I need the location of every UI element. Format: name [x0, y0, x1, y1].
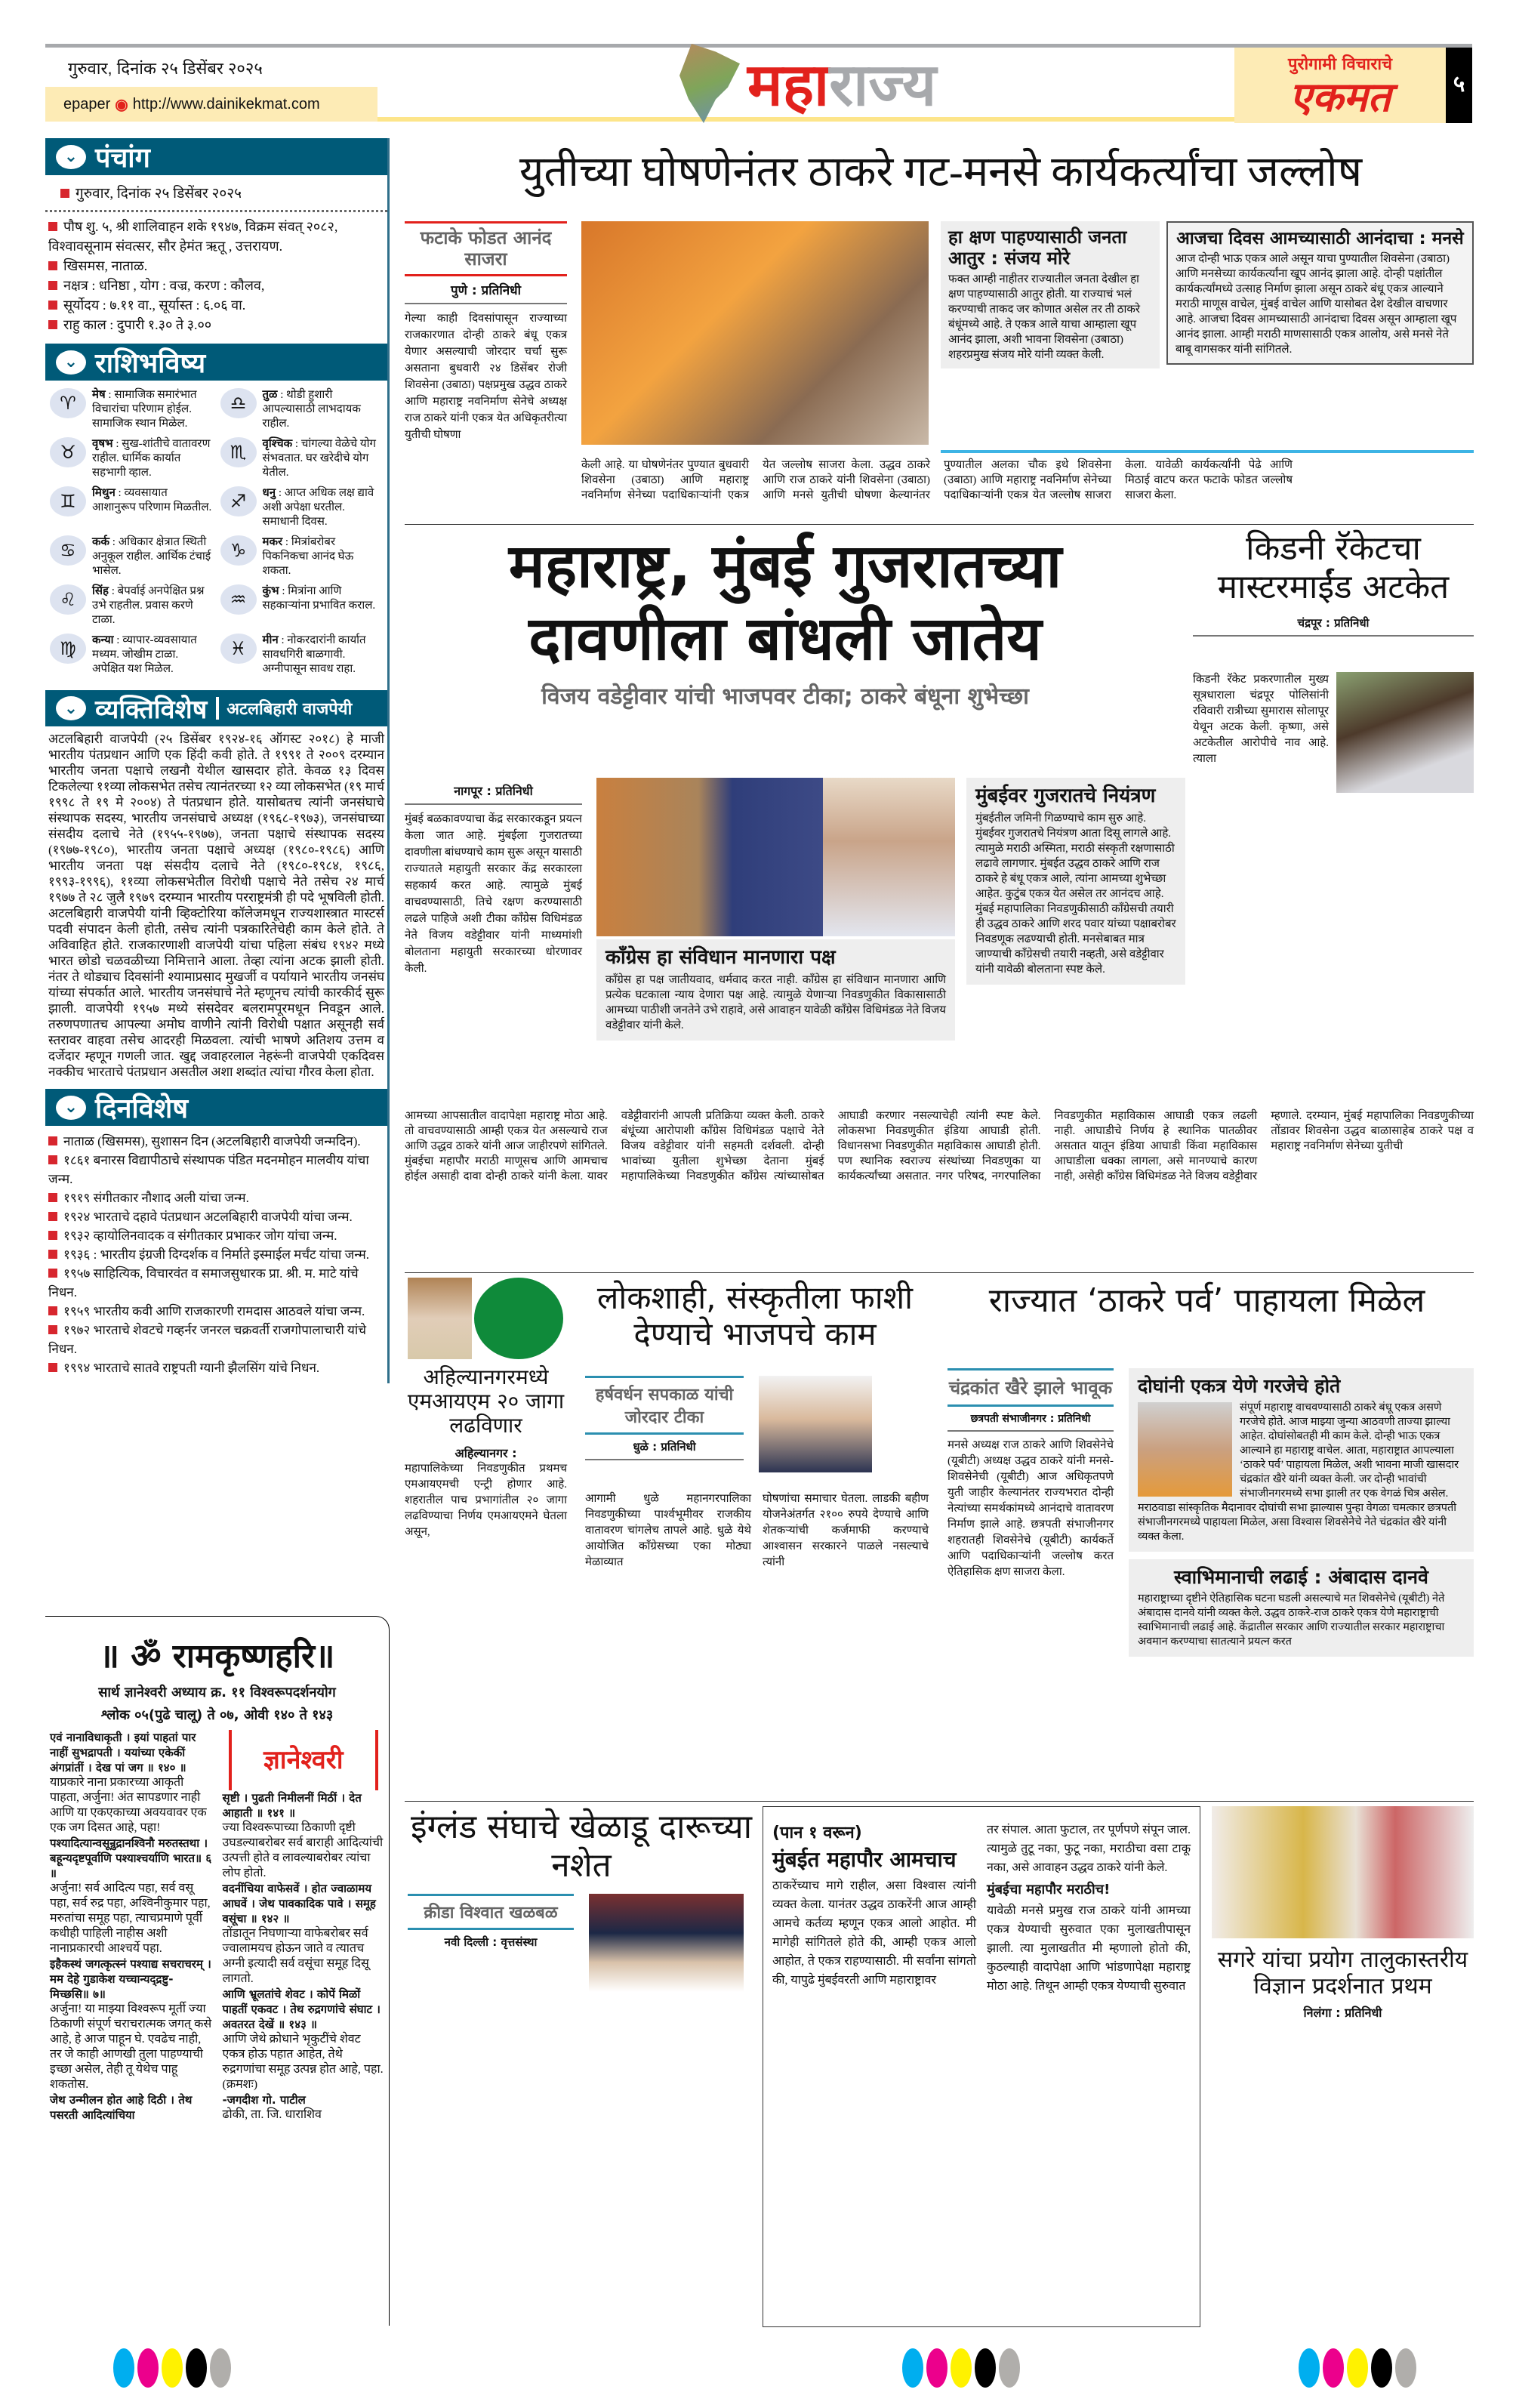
story4-headline: अहिल्यानगरमध्ये एमआयएम २० जागा लढविणार: [407, 1364, 565, 1438]
registration-dot: [137, 2348, 159, 2388]
rashi-name: कन्या: [92, 634, 114, 646]
rashi-text: अधिकार क्षेत्रात स्थिती अनुकूल राहील. आर्थिक टंचाई भासेल.: [92, 536, 211, 577]
registration-marks-right: [1299, 2348, 1419, 2391]
bullet-icon: [48, 1269, 57, 1278]
story1-box-sanjay-more: हा क्षण पाहण्यासाठी जनता आतुर : संजय मोरे फक्त आम्ही नाहीतर राज्यातील जनता देखील हा क्षण पाहण्यासाठी आतुर होती. या राज्याचं भलं करण्याची ताकद जर कोणात असेल तर ती ठाकरे बंधूंमध्ये आहे. ते एकत्र आले याचा आम्हाला खूप आनंद झाला, अशी भावना शिवसेना (उबाठा) शहरप्रमुख संजय मोरे यांनी व्यक्त केली.: [941, 221, 1160, 368]
verse-text: वदनींचिया वाफेसवें । होत ज्वाळामय आघवें । जेथ पावकादिक पावे । समूह वसूंचा ॥ १४२ ॥: [222, 1882, 376, 1925]
zodiac-icon: ♌: [50, 584, 86, 615]
maharashtra-map-icon: [679, 44, 740, 123]
dnyaneshwari-box: [45, 1616, 390, 2326]
story6-body: मनसे अध्यक्ष राज ठाकरे आणि शिवसेनेचे (यूबीटी) अध्यक्ष उद्धव ठाकरे यांनी मनसे-शिवसेनेची (यूबीटी) आज अधिकृतपणे युती जाहीर केल्यानंतर राज्यभरात दोन्ही नेत्यांच्या समर्थकांमध्ये आनंदाचे वातावरण निर्माण झाले आहे. छत्रपती संभाजीनगर शहरातही शिवसेनेचे (यूबीटी) कार्यकर्ते आणि पदाधिकाऱ्यांनी जल्लोष करत ऐतिहासिक क्षण साजरा केला.: [948, 1439, 1114, 1578]
verse-text: पश्यादित्यान्वसून्रुद्रानश्विनौ मरुतस्तथा । बहून्यदृष्टपूर्वाणि पश्याश्चर्याणि भारत॥ ६ ॥: [50, 1836, 212, 1880]
verse-meaning: ज्या विश्वरूपाच्या ठिकाणी दृष्टी उघडल्याबरोबर सर्व बाराही आदित्यांची उत्पत्ती होते व लावल्याबरोबर त्यांचा लोप होतो.: [222, 1821, 384, 1879]
story9-dateline: निलंगा : प्रतिनिधी: [1303, 2006, 1382, 2020]
dinvishesh-header: ⌄ दिनविशेष: [45, 1089, 387, 1126]
rashi-name: मीन: [262, 634, 279, 646]
registration-dot: [1395, 2348, 1416, 2388]
list-item: १९५७ साहित्यिक, विचारवंत व समाजसुधारक प्रा. श्री. म. माटे यांचे निधन.: [48, 1266, 359, 1300]
vyakti-body: अटलबिहारी वाजपेयी (२५ डिसेंबर १९२४-१६ ऑगस्ट २०१८) हे माजी भारतीय पंतप्रधान आणि एक हिंदी कवी होते. ते १९९१ ते २००९ दरम्यान भारतीय जनता पक्षाचे लखनौ येथील खासदार होते. केवळ १३ दिवस टिकलेल्या ११व्या लोकसभेत तसेच त्यानंतरच्या १२ व्या लोकसभेत (१९ मार्च १९९८ ते १९ मे २००४) ते पंतप्रधान होते. यासोबतच त्यांनी जनसंघाचे संस्थापक सदस्य, भारतीय जनसंघाचे अध्यक्ष (१९६८-१९७३), जनसंघाच्या संसदीय दलाचे नेते (१९५५-१९७७), जनता पक्षाचे संस्थापक सदस्य (१९७७-१९८०), भारतीय जनता पक्षाचे अध्यक्ष (१९८०-१९८६) आणि भारतीय जनता पक्ष संसदीय दलाचे नेते (१९८०-१९८४, १९८६, १९९३-१९९६), ११व्या लोकसभेतील विरोधी पक्षाचे नेते तसेच २४ मार्च १९७७ ते २८ जुलै १९७९ दरम्यान भारतीय परराष्ट्रमंत्री ही पदे भूषविली होती. अटलबिहारी वाजपेयी यांनी व्हिक्टोरिया कॉलेजमधून राज्यशास्त्रात मास्टर्स पदवी संपादन केली होती, तसेच त्यांनी पत्रकारितेचेही काम केले होते. ते अविवाहित होते. राजकारणाशी वाजपेयी यांचा पहिला संबंध १९४२ मध्ये भारत छोडो चळवळीच्या निमित्ताने आला. तेव्हा त्यांना अटक झाली होती. नंतर ते थोड्याच दिवसांनी श्यामाप्रसाद मुखर्जी व पर्यायाने भारतीय जनसंघ यांच्या संपर्कात आले. भारतीय जनसंघाचे नेते म्हणूनच त्यांची कारकीर्द सुरू झाली. वाजपेयी १९५७ मध्ये संसदेवर बलरामपूरमधून निवडून आले. तरुणपणातच आपल्या अमोघ वाणीने त्यांनी विरोधी पक्षात असूनही सर्व स्तरावर वाहवा तसेच आदरही मिळवला. त्यांची भाषणे अतिशय उत्तम व दर्जेदार म्हणून गणली जात. खुद्द जवाहरलाल नेहरूंनी वाजपेयी एकदिवस नक्कीच भारताचे पंतप्रधान असतील अशा शब्दांत त्यांचा गौरव केला होता.: [48, 732, 384, 1079]
bullet-icon: [48, 261, 57, 270]
rashi-grid: [45, 381, 387, 690]
rashi-name: वृश्चिक: [262, 438, 293, 450]
list-item: सूर्योदय : ७.११ वा., सूर्यास्त : ६.०६ वा.: [48, 295, 384, 315]
rashi-name: तुळ: [262, 389, 278, 401]
registration-dot: [1347, 2348, 1368, 2388]
zodiac-icon: ♋: [50, 535, 86, 566]
rashi-text: आप्त अधिक लक्ष द्यावे अशी अपेक्षा धरतील. समाधानी दिवस.: [262, 487, 374, 528]
aimim-logo: [474, 1278, 563, 1359]
chevron-down-icon: ⌄: [56, 350, 86, 375]
list-item: १९१९ संगीतकार नौशाद अली यांचा जन्म.: [48, 1189, 384, 1207]
rashi-name: मकर: [262, 536, 283, 548]
bullet-icon: [48, 1363, 57, 1372]
bullet-icon: [48, 1250, 57, 1259]
story2-photo-thackeray-brothers: [596, 778, 823, 936]
dnyaneshwari-chapter: सार्थ ज्ञानेश्वरी अध्याय क्र. ११ विश्वरूपदर्शनयोग: [98, 1685, 336, 1700]
story9: [1212, 1806, 1474, 2021]
panchang-header: ⌄ पंचांग: [45, 138, 387, 175]
rashi-text: थोडी हुशारी आपल्यासाठी लाभदायक राहील.: [262, 389, 361, 430]
story4-dateline: अहिल्यानगर :: [454, 1445, 517, 1460]
dnyaneshwari-title: ॥ ॐ रामकृष्णहरि॥: [99, 1637, 335, 1676]
chevron-down-icon: ⌄: [56, 696, 86, 720]
page-number: ५: [1446, 48, 1472, 123]
panchang-lines: [45, 212, 387, 344]
panchang-date: गुरुवार, दिनांक २५ डिसेंबर २०२५: [45, 175, 387, 212]
bullet-icon: [48, 1155, 57, 1164]
story9-photo-science-exhibition: [1212, 1806, 1474, 1938]
story9-headline: सगरे यांचा प्रयोग तालुकास्तरीय विज्ञान प्रदर्शनात प्रथम: [1217, 1947, 1468, 1999]
registration-marks-center: [902, 2348, 1023, 2391]
registration-dot: [951, 2348, 972, 2388]
chevron-down-icon: ⌄: [56, 1096, 86, 1120]
story1-body-part1: गेल्या काही दिवसांपासून राज्याच्या राजकारणात दोन्ही ठाकरे बंधू एकत्र येणार असल्याची जोरदार चर्चा सुरू असताना बुधवारी २४ डिसेंबर रोजी शिवसेना (उबाठा) पक्षप्रमुख उद्धव ठाकरे आणि महाराष्ट्र नवनिर्माण सेनेचे अध्यक्ष राज ठाकरे यांनी एकत्र येत अधिकृतरीत्या युतीची घोषणा: [405, 313, 567, 442]
story2-body-part2: आमच्या आपसातील वादापेक्षा महाराष्ट्र मोठा आहे. तो वाचवण्यासाठी आम्ही एकत्र येत असल्याचे राज आणि उद्धव ठाकरे यांनी आज जाहीरपणे सांगितले. मुंबईचा महापौर मराठी माणूसच आणि आमचाच होईल असाही दावा दोन्ही ठाकरे यांनी केला. यावर वडेट्टीवारांनी आपली प्रतिक्रिया व्यक्त केली. ठाकरे बंधूंच्या आरोपाशी काँग्रेस विधिमंडळ पक्षाचे नेते विजय वडेट्टीवार यांनी सहमती दर्शवली. दोन्ही भावांच्या युतीला शुभेच्छा देताना मुंबई महापालिकेच्या निवडणुकीत काँग्रेस त्यांच्यासोबत आघाडी करणार नसल्याचेही त्यांनी स्पष्ट केले. लोकसभा निवडणुकीत इंडिया आघाडी होती. विधानसभा निवडणुकीत महाविकास आघाडी होती. पण स्थानिक स्वराज्य संस्थांच्या निवडणुका या कार्यकर्त्यांच्या असतात. नगर परिषद, नगरपालिका निवडणुकीत महाविकास आघाडी एकत्र लढली नाही. आघाडीचे निर्णय हे स्थानिक पातळीवर असतात यातून इंडिया आघाडी किंवा महाविकास आघाडीला धक्का लागला, असे मानण्याचे कारण नाही, असेही काँग्रेस विधिमंडळ नेते विजय वडेट्टीवार म्हणाले. दरम्यान, मुंबई महापालिका निवडणुकीच्या तोंडावर शिवसेना उद्धव बाळासाहेब ठाकरे पक्ष व महाराष्ट्र नवनिर्माण सेनेच्या युतीची: [405, 1110, 1474, 1182]
story1-headline: युतीच्या घोषणेनंतर ठाकरे गट-मनसे कार्यकर्त्यांचा जल्लोष: [519, 149, 1363, 196]
story8-subhead: मुंबईचा महापौर मराठीच!: [987, 1882, 1111, 1898]
rashi-item: ♊ मिथुन : व्यवसायात आशानुरूप परिणाम मिळतील.: [50, 486, 213, 529]
verse-text: जेथ उन्मीलन होत आहे दिठी । तेथ पसरती आदित्यांचिया: [50, 2093, 193, 2122]
verse-meaning: (क्रमशः): [222, 2078, 258, 2091]
verse-meaning: अर्जुना! या माझ्या विश्वरूप मूर्ती ज्या ठिकाणी संपूर्ण चराचरात्मक जगत् कसे आहे, हे आज पाहून घे. एवढेच नाही, तर जे काही आणखी तुला पाहण्याची इच्छा असेल, तेही तू येथेच पाहू शकतोस.: [50, 2003, 212, 2091]
story6-headline: राज्यात ‘ठाकरे पर्व’ पाहायला मिळेल: [988, 1281, 1425, 1320]
left-column: [45, 138, 390, 1383]
rashi-item: ♉ वृषभ : सुख-शांतीचे वातावरण राहील. धार्मिक कार्यात सहभागी व्हाल.: [50, 437, 213, 480]
story4-photo-owaisi: [408, 1278, 472, 1359]
registration-dot: [975, 2348, 996, 2388]
story8-continued-label: (पान १ वरून): [772, 1824, 862, 1842]
rashi-name: मिथुन: [92, 487, 116, 499]
rashi-item: ♓ मीन : नोकरदारांनी कार्यात सावधगिरी बाळगावी. अग्नीपासून सावध राहा.: [220, 634, 384, 677]
story3-body: किडनी रॅकेट प्रकरणातील मुख्य सूत्रधाराला चंद्रपूर पोलिसांनी रविवारी रात्रीच्या सुमारास सोलापूर येथून अटक केली. कृष्णा, असे अटकेतील आरोपीचे नाव आहे. त्याला: [1193, 674, 1329, 765]
story8-box: (पान १ वरून) मुंबईत महापौर आमचाच ठाकरेंच्याच मागे राहील, असा विश्वास त्यांनी व्यक्त केला. यानंतर उद्धव ठाकरेंनी आज आम्ही आमचे कर्तव्य म्हणून एकत्र आलो आहोत. मी मागेही सांगितले होते की, आम्ही एकत्र आलो आहोत, ते एकत्र राहण्यासाठी. मी सर्वांना सांगतो की, यापुढे मुंबईवरती आणि महाराष्ट्रावर तर संपाल. आता फुटाल, तर पूर्णपणे संपून जाल. त्यामुळे तुटू नका, फुटू नका, मराठीचा वसा टाकू नका, असे आवाहन उद्धव ठाकरे यांनी केले. मुंबईचा महापौर मराठीच! यावेळी मनसे प्रमुख राज ठाकरे यांनी आमच्या एकत्र येण्याची सुरुवात एका मुलाखतीपासून झाली. त्या मुलाखतीत मी म्हणालो होतो की, कुठल्याही वादापेक्षा आणि भांडणापेक्षा महाराष्ट्र मोठा आहे. तिथून आम्ही एकत्र येण्याची सुरुवात: [763, 1806, 1200, 2327]
chevron-down-icon: ⌄: [56, 145, 86, 169]
rashi-name: धनु: [262, 487, 276, 499]
story5-body-part2: घोषणांचा समाचार घेतला. लाडकी बहीण योजनेअंतर्गत २१०० रुपये देण्याचे आणि शेतकऱ्यांची कर्जमाफी करण्याचे आश्वासन सरकारने पाळले नसल्याचे त्यांनी: [763, 1493, 929, 1568]
story3-photo-accused: [1336, 672, 1474, 793]
registration-dot: [162, 2348, 183, 2388]
rashi-name: कर्क: [92, 536, 110, 548]
list-item: खिसमस, नाताळ.: [48, 256, 384, 276]
zodiac-icon: ♓: [220, 634, 257, 664]
brand-name: एकमत: [1289, 73, 1391, 121]
zodiac-icon: ♑: [220, 535, 257, 566]
list-item: १९३२ व्हायोलिनवादक व संगीतकार प्रभाकर जोग यांचा जन्म.: [48, 1226, 384, 1245]
zodiac-icon: ♐: [220, 486, 257, 516]
rashi-item: ♑ मकर : मित्रांबरोबर पिकनिकचा आनंद घेऊ शकता.: [220, 535, 384, 578]
rashi-name: मेष: [92, 389, 106, 401]
verse-text: आणि भ्रूलतांचे शेवट । कोपें मिळों पाहतीं एकवट । तेथ रुद्रगणांचे संघाट । अवतरत देखें ॥ १४३ ॥: [222, 1987, 381, 2031]
zodiac-icon: ♎: [220, 388, 257, 418]
story1-subheadline: फटाके फोडत आनंद साजरा: [405, 221, 567, 276]
epaper-label: epaper: [63, 95, 111, 113]
verse-text: सृष्टी । पुढती निमीलनीं मिठीं । देत आहाती ॥ १४१ ॥: [222, 1791, 362, 1820]
registration-dot: [926, 2348, 948, 2388]
story7: [408, 1808, 755, 1992]
zodiac-icon: ♈: [50, 388, 86, 418]
registration-dot: [186, 2348, 207, 2388]
story1-left: [405, 221, 567, 443]
registration-dot: [999, 2348, 1020, 2388]
verse-meaning: तोंडातून निघणाऱ्या वाफेबरोबर सर्व ज्वालामयच होऊन जाते व त्यातच अग्नी इत्यादी सर्व वसूंचा समूह दिसू लागतो.: [222, 1927, 369, 1985]
story1-dateline: पुणे : प्रतिनिधी: [405, 276, 567, 304]
verse-column-1: [50, 1730, 212, 2123]
rashi-text: व्यापार-व्यवसायात मध्यम. जोखीम टाळा. अपेक्षित यश मिळेल.: [92, 634, 197, 675]
story1-body-part2: केली आहे. या घोषणेनंतर पुण्यात बुधवारी शिवसेना (उबाठा) आणि महाराष्ट्र नवनिर्माण सेनेच्या पदाधिकाऱ्यांनी एकत्र येत जल्लोष साजरा केला. उद्धव ठाकरे आणि राज ठाकरे यांनी शिवसेना (उबाठा) आणि मनसे युतीची घोषणा केल्यानंतर पुण्यातील अलका चौक इथे शिवसेना (उबाठा) आणि महाराष्ट्र नवनिर्माण सेनेच्या पदाधिकाऱ्यांनी एकत्र येत जल्लोष साजरा केला. यावेळी कार्यकर्त्यांनी पेढे आणि मिठाई वाटप करत फटाके फोडत जल्लोष साजरा केला.: [581, 459, 1293, 501]
issue-date: गुरुवार, दिनांक २५ डिसेंबर २०२५: [68, 59, 263, 78]
bullet-icon: [48, 1306, 57, 1315]
registration-dot: [1371, 2348, 1392, 2388]
rashi-text: चांगल्या वेळेचे योग संभवतात. घर खरेदीचे योग येतील.: [262, 438, 376, 479]
registration-dot: [113, 2348, 134, 2388]
verse-text: -जगदीश गो. पाटील: [222, 2093, 306, 2107]
bullet-icon: [48, 1231, 57, 1240]
epaper-strip: [45, 87, 377, 122]
bullet-icon: [48, 1193, 57, 1202]
story2-subheadline: विजय वडेट्टीवार यांची भाजपवर टीका; ठाकरे बंधूना शुभेच्छा: [541, 683, 1029, 710]
registration-dot: [1323, 2348, 1344, 2388]
story6-left: चंद्रकांत खैरे झाले भावूक छत्रपती संभाजीनगर : प्रतिनिधी मनसे अध्यक्ष राज ठाकरे आणि शिवसेनेचे (यूबीटी) अध्यक्ष उद्धव ठाकरे यांनी मनसे-शिवसेनेची (यूबीटी) आज अधिकृतपणे युती जाहीर केल्यानंतर राज्यभरात दोन्ही नेत्यांच्या समर्थकांमध्ये आनंदाचे वातावरण निर्माण झाले आहे. छत्रपती संभाजीनगर शहरातही शिवसेनेचे (यूबीटी) कार्यकर्ते आणि पदाधिकाऱ्यांनी जल्लोष करत ऐतिहासिक क्षण साजरा केला.: [948, 1368, 1114, 1580]
story5-body: आगामी धुळे महानगरपालिका निवडणुकीच्या पार्श्वभूमीवर राजकीय वातावरण चांगलेच तापले आहे. धुळे येथे आयोजित काँग्रेसच्या एका मोठ्या मेळाव्यात: [585, 1493, 751, 1568]
story5-photo-sapkal: [759, 1376, 872, 1472]
divider: [405, 524, 1474, 525]
story6-boxes: [1129, 1368, 1474, 1657]
story2-headline: महाराष्ट्र, मुंबई गुजरातच्या दावणीला बांधली जातेय: [508, 531, 1062, 674]
bullet-icon: [48, 222, 57, 231]
story7-photo-england-players: [589, 1894, 744, 1992]
rashi-name: वृषभ: [92, 438, 113, 450]
story2-sidebox-gujarat-control: मुंबईवर गुजरातचे नियंत्रण मुंबईतील जमिनी गिळण्याचे काम सुरु आहे. मुंबईवर गुजरातचे नियंत्रण आता दिसू लागले आहे. त्यामुळे मराठी अस्मिता, मराठी संस्कृती रक्षणासाठी लढावे लागणार. मुंबईत उद्धव ठाकरे आणि राज ठाकरे हे बंधू एकत्र आले, त्यांना आमच्या शुभेच्छा आहेत. कुटुंब एकत्र येत असेल तर आनंदच आहे. मुंबई महापालिका निवडणुकीसाठी काँग्रेसची तयारी ही उद्धव ठाकरे आणि शरद पवार यांच्या पक्षाबरोबर निवडणूक लढण्याची होती. मनसेबाबत मात्र जाण्याची काँग्रेसची तयारी नव्हती, असे वडेट्टीवार यांनी यावेळी बोलताना स्पष्ट केले.: [966, 778, 1185, 985]
divider: [405, 1272, 1474, 1273]
bullet-icon: [48, 320, 57, 329]
bullet-icon: [48, 1325, 57, 1334]
bullet-icon: [48, 301, 57, 310]
rashi-item: ♈ मेष : सामाजिक समारंभात विचारांचा परिणाम होईल. सामाजिक स्थान मिळेल.: [50, 388, 213, 431]
story5-subbox: हर्षवर्धन सपकाळ यांची जोरदार टीका धुळे : प्रतिनिधी: [585, 1376, 744, 1460]
list-item: १९५९ भारतीय कवी आणि राजकारणी रामदास आठवले यांचा जन्म.: [48, 1302, 384, 1321]
rashi-text: बेपर्वाई अनपेक्षित प्रश्न उभे राहतील. प्रवास करणे टाळा.: [92, 585, 205, 626]
zodiac-icon: ♍: [50, 634, 86, 664]
rashibhavishya-header: ⌄ राशिभविष्य: [45, 344, 387, 381]
story5-headline: लोकशाही, संस्कृतीला फाशी देण्याचे भाजपचे काम: [596, 1279, 914, 1353]
verse-text: एवं नानाविधाकृती । इयां पाहतां पार नाहीं सुभद्रापती । ययांच्या एकेकीं अंगप्रांतीं । देख पां जग ॥ १४० ॥: [50, 1731, 196, 1774]
story2-heading: [408, 530, 1163, 711]
rashi-item: ♐ धनु : आप्त अधिक लक्ष द्यावे अशी अपेक्षा धरतील. समाधानी दिवस.: [220, 486, 384, 529]
list-item: नक्षत्र : धनिष्ठा , योग : वज्र, करण : कौलव,: [48, 276, 384, 295]
rashi-text: मित्रांबरोबर पिकनिकचा आनंद घेऊ शकता.: [262, 536, 354, 577]
list-item: १९२४ भारताचे दहावे पंतप्रधान अटलबिहारी वाजपेयी यांचा जन्म.: [48, 1207, 384, 1226]
rashi-text: मित्रांना आणि सहकाऱ्यांना प्रभावित कराल.: [262, 585, 376, 612]
story6-box-khaire: दोघांनी एकत्र येणे गरजेचे होते संपूर्ण महाराष्ट्र वाचवण्यासाठी ठाकरे बंधू एकत्र असणे गरजेचे होते. आज माझ्या जुन्या आठवणी ताज्या झाल्या आहेत. दोघांसोबतही मी काम केले. दोन्ही भाऊ एकत्र आल्याने हा महाराष्ट्र वाचेल. आता, महाराष्ट्रात आपल्याला ‘ठाकरे पर्व’ पाहायला मिळेल, अशी भावना माजी खासदार चंद्रकांत खैरे यांनी व्यक्त केली. जर दोन्ही भावांची संभाजीनगरमध्ये सभा झाली तर एक वेगळं चित्र असेल. मराठवाडा सांस्कृतिक मैदानावर दोघांची सभा झाल्यास पुन्हा वेगळा चमत्कार छत्रपती संभाजीनगरमध्ये पाहायला मिळेल, असा विश्वास शिवसेनेचे नेते चंद्रकांत खैरे यांनी व्यक्त केला.: [1129, 1368, 1474, 1552]
rashi-item: ♎ तुळ : थोडी हुशारी आपल्यासाठी लाभदायक राहील.: [220, 388, 384, 431]
rashi-item: ♍ कन्या : व्यापार-व्यवसायात मध्यम. जोखीम टाळा. अपेक्षित यश मिळेल.: [50, 634, 213, 677]
story2-left: [405, 778, 582, 977]
story3-heading: [1193, 530, 1474, 637]
ekmat-logo: [1234, 48, 1446, 123]
zodiac-icon: ♒: [220, 584, 257, 615]
story3-dateline: चंद्रपूर : प्रतिनिधी: [1193, 611, 1474, 637]
story4-body: महापालिकेच्या निवडणुकीत प्रथमच एमआयएमची एन्ट्री होणार आहे. शहरातील पाच प्रभागांतील २० जागा लढविण्याचा निर्णय एमआयएमने घेतला असून,: [405, 1462, 567, 1538]
verse-meaning: याप्रकारे नाना प्रकारच्या आकृती पाहता, अर्जुना! अंत सापडणार नाही आणि या एकएकाच्या अवयवावर एक एक जग दिसत आहे, पहा!: [50, 1776, 207, 1834]
bullet-icon: [48, 281, 57, 290]
verse-meaning: आणि जेथे क्रोधाने भृकुटींचे शेवट एकत्र होऊ पहात आहेत, तेथे रुद्रगणांचा समूह उत्पन्न होत आहे, पहा.: [222, 2033, 384, 2076]
story7-headline: इंग्लंड संघाचे खेळाडू दारूच्या नशेत: [410, 1808, 753, 1885]
masthead: [45, 44, 1472, 123]
story8-headline: मुंबईत महापौर आमचाच: [772, 1847, 957, 1872]
rashi-item: ♒ कुंभ : मित्रांना आणि सहकाऱ्यांना प्रभावित कराल.: [220, 584, 384, 627]
blue-rule: [941, 450, 1474, 453]
rashi-text: सुख-शांतीचे वातावरण राहील. धार्मिक कार्यात सहभागी व्हाल.: [92, 438, 211, 479]
list-item: १९७२ भारताचे शेवटचे गव्हर्नर जनरल चक्रवर्ती राजगोपालाचारी यांचे निधन.: [48, 1323, 367, 1356]
registration-marks-left: [113, 2348, 234, 2391]
story4: [405, 1365, 567, 1540]
rashi-item: ♌ सिंह : बेपर्वाई अनपेक्षित प्रश्न उभे राहतील. प्रवास करणे टाळा.: [50, 584, 213, 627]
rashi-text: व्यवसायात आशानुरूप परिणाम मिळतील.: [92, 487, 212, 513]
story6-box-danve: स्वाभिमानाची लढाई : अंबादास दानवे महाराष्ट्राच्या दृष्टीने ऐतिहासिक घटना घडली असल्याचे मत शिवसेनेचे (यूबीटी) नेते अंबादास दानवे यांनी व्यक्त केले. उद्धव ठाकरे-राज ठाकरे एकत्र येणे महाराष्ट्राची स्वाभिमानाची लढाई आहे. केंद्रातील सरकार आणि राज्यातील सरकार महाराष्ट्राचा अवमान करण्याचा सातत्याने प्रयत्न करत: [1129, 1559, 1474, 1657]
registration-dot: [902, 2348, 923, 2388]
rashi-name: कुंभ: [262, 585, 279, 597]
zodiac-icon: ♊: [50, 486, 86, 516]
list-item: १९३६ : भारतीय इंग्रजी दिग्दर्शक व निर्माते इस्माईल मर्चंट यांचा जन्म.: [48, 1245, 384, 1264]
rashi-item: ♏ वृश्चिक : चांगल्या वेळेचे योग संभवतात. घर खरेदीचे योग येतील.: [220, 437, 384, 480]
rashi-name: सिंह: [92, 585, 109, 597]
verse-meaning: अर्जुना! सर्व आदित्य पहा, सर्व वसू पहा, सर्व रुद्र पहा, अश्विनीकुमार पहा, मरुतांचा समूह पहा, त्याचप्रमाणे पूर्वी कधीही पाहिली नाहीस अशी नानाप्रकारची आश्चर्ये पहा.: [50, 1882, 211, 1955]
registration-dot: [210, 2348, 231, 2388]
verse-meaning: ढोकी, ता. जि. धाराशिव: [222, 2108, 322, 2121]
list-item: १९९४ भारताचे सातवे राष्ट्रपती ग्यानी झैलसिंग यांचे निधन.: [48, 1358, 384, 1377]
verse-text: इहैकस्थं जगत्कृत्स्नं पश्याद्य सचराचरम् । मम देहे गुडाकेश यच्चान्यद्द्रष्टु-मिच्छसि॥ ७॥: [50, 1957, 211, 2001]
dnyaneshwari-logo: ज्ञानेश्वरी: [229, 1730, 379, 1790]
list-item: १८६१ बनारस विद्यापीठाचे संस्थापक पंडित मदनमोहन मालवीय यांचा जन्म.: [48, 1153, 369, 1186]
epaper-logo-icon: ◉: [115, 96, 128, 113]
bullet-icon: [48, 1212, 57, 1221]
zodiac-icon: ♉: [50, 437, 86, 467]
list-item: नाताळ (खिसमस), सुशासन दिन (अटलबिहारी वाजपेयी जन्मदिन).: [48, 1132, 384, 1151]
story3-headline: किडनी रॅकेटचा मास्टरमाईंड अटकेत: [1217, 529, 1450, 606]
story2-body-part1: मुंबई बळकावण्याचा केंद्र सरकारकडून प्रयत्न केला जात आहे. मुंबईला गुजरातच्या दावणीला बांधण्याचे काम सुरू असून यासाठी राज्यातले महायुती सरकार केंद्र सरकारला सहकार्य करत आहे. त्यामुळे मुंबई वाचवण्यासाठी, तिचे रक्षण करण्यासाठी लढले पाहिजे अशी टीका काँग्रेस विधिमंडळ नेते विजय वडेट्टीवार यांनी माध्यमांशी बोलताना महायुती सरकारच्या धोरणावर केली.: [405, 813, 582, 975]
vyaktivishesh-header: ⌄ व्यक्तिविशेष अटलबिहारी वाजपेयी: [45, 690, 387, 726]
rashi-text: नोकरदारांनी कार्यात सावधगिरी बाळगावी. अग्नीपासून सावध राहा.: [262, 634, 366, 675]
story6-photo-khaire: [1138, 1402, 1232, 1497]
story7-subbox: क्रीडा विश्वात खळबळ नवी दिल्ली : वृत्तसंस्था: [408, 1894, 574, 1992]
dinvishesh-list: [45, 1126, 387, 1383]
vyakti-subtitle: अटलबिहारी वाजपेयी: [216, 697, 352, 720]
section-logo: महाराज्य: [747, 51, 937, 119]
bullet-icon: [48, 1136, 57, 1145]
rashi-text: सामाजिक समारंभात विचारांचा परिणाम होईल. सामाजिक स्थान मिळेल.: [92, 389, 197, 430]
story2-photo-vadettiwar: [823, 778, 955, 936]
dnyaneshwari-verses-range: श्लोक ०५(पुढे चालू) ते ०७, ओवी १४० ते १४३: [100, 1707, 334, 1723]
list-item: राहु काल : दुपारी १.३० ते ३.००: [48, 315, 384, 335]
zodiac-icon: ♏: [220, 437, 257, 467]
divider: [405, 1801, 1474, 1802]
verse-column-2: [223, 1790, 385, 2123]
story2-box-congress: काँग्रेस हा संविधान मानणारा पक्ष काँग्रेस हा पक्ष जातीयवाद, धर्मवाद करत नाही. काँग्रेस हा संविधान मानणारा आणि प्रत्येक घटकाला न्याय देणारा पक्ष आहे. त्यामुळे येणाऱ्या निवडणुकीत विकासासाठी आमच्या पाठीशी जनतेने उभे राहावे, असे आवाहन यावेळी काँग्रेस विधिमंडळ नेते विजय वडेट्टीवार यांनी केले.: [596, 939, 955, 1041]
tagline: पुरोगामी विचाराचे: [1287, 55, 1393, 74]
rashi-item: ♋ कर्क : अधिकार क्षेत्रात स्थिती अनुकूल राहील. आर्थिक टंचाई भासेल.: [50, 535, 213, 578]
story1-box-mns: आजचा दिवस आमच्यासाठी आनंदाचा : मनसे आज दोन्ही भाऊ एकत्र आले असून याचा पुण्यातील शिवसेना (उबाठा) आणि मनसेच्या कार्यकर्त्यांना खूप आनंद झाला आहे. दोन्ही पक्षांतील कार्यकर्त्यांमध्ये उत्साह निर्माण झाला असून ठाकरे बंधू एकत्र आल्याने मराठी माणूस वाचेल, मुंबई वाचेल आणि यासोबत देश देखील वाचणार आहे. आजचा दिवस आमच्यासाठी आनंदाचा दिवस असून आम्हाला खूप आनंद झाला. आम्ही मराठी माणसासाठी एकत्र आलोय, असे मनसे नेते बाबू वागसकर यांनी सांगितले.: [1166, 221, 1474, 365]
story2-dateline: नागपूर : प्रतिनिधी: [405, 778, 582, 805]
registration-dot: [1299, 2348, 1320, 2388]
list-item: पौष शु. ५, श्री शालिवाहन शके १९४७, विक्रम संवत् २०८२, विश्वावसूनाम संवत्सर, सौर हेमंत ऋतू , उत्तरायण.: [48, 219, 338, 254]
story1-photo-celebration: [581, 221, 929, 445]
epaper-url-link[interactable]: http://www.dainikekmat.com: [132, 95, 320, 113]
